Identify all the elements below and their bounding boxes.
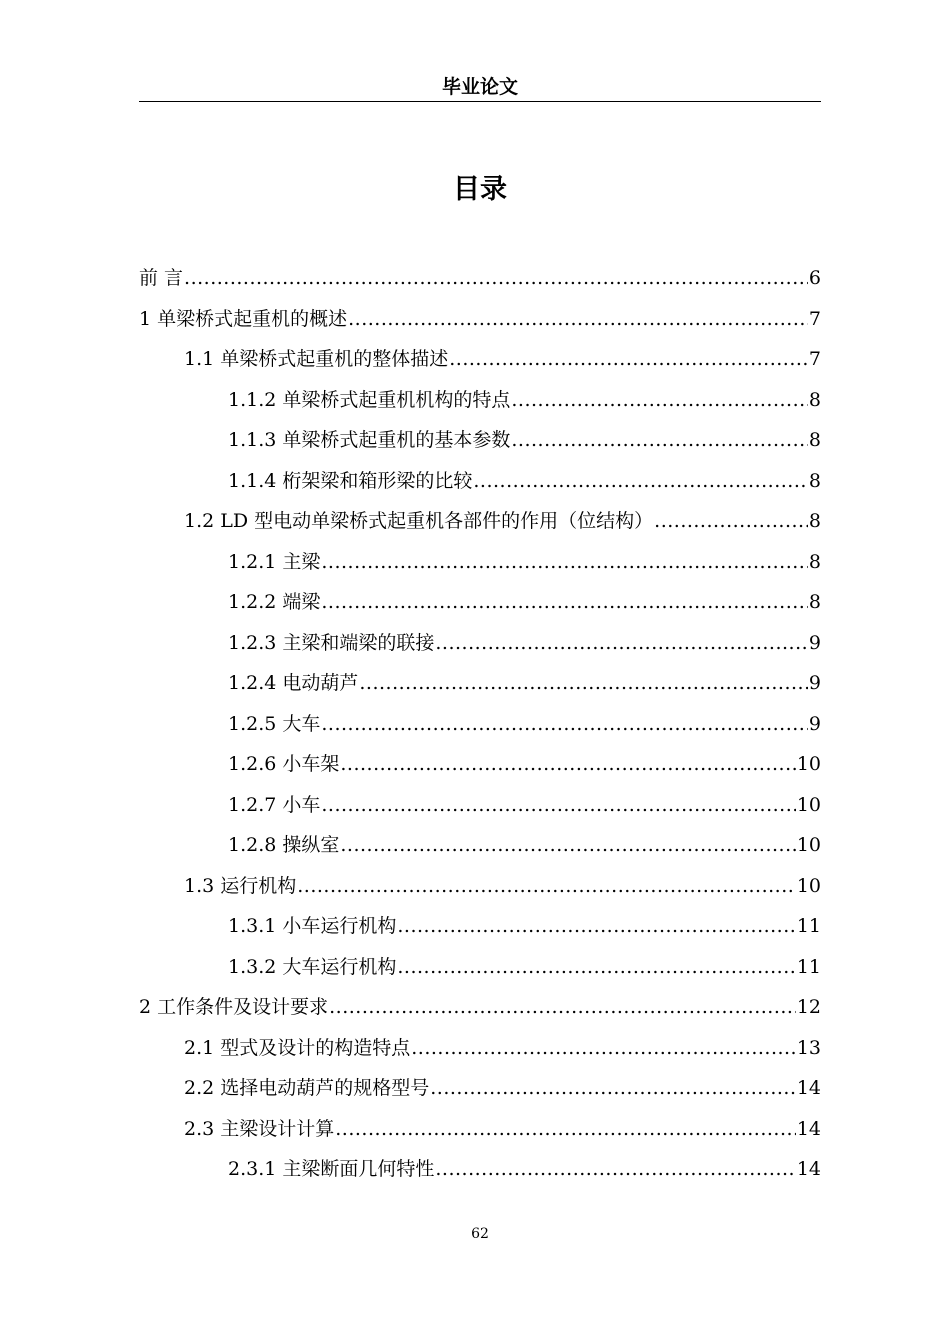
toc-entry-page: 12	[796, 996, 821, 1018]
toc-entry[interactable]	[139, 663, 821, 704]
toc-entry-page: 7	[808, 307, 821, 330]
toc-dot-leader	[340, 744, 795, 785]
toc-entry-page: 9	[808, 631, 821, 654]
table-of-contents	[139, 258, 821, 1190]
toc-entry-page: 9	[808, 672, 821, 694]
toc-entry[interactable]	[139, 1068, 821, 1109]
toc-dot-leader	[449, 339, 808, 380]
toc-entry-page: 9	[808, 712, 821, 735]
toc-entry-label: 2.3.1 主梁断面几何特性	[228, 1158, 435, 1180]
toc-entry-page: 8	[808, 510, 821, 532]
toc-entry[interactable]	[139, 582, 821, 623]
toc-dot-leader	[340, 825, 795, 866]
toc-entry-page: 10	[796, 834, 821, 856]
toc-entry[interactable]	[139, 461, 821, 502]
toc-dot-leader	[430, 1068, 796, 1109]
toc-dot-leader	[359, 663, 808, 704]
toc-dot-leader	[397, 906, 795, 947]
toc-dot-leader	[411, 1028, 796, 1069]
toc-entry-page: 13	[796, 1036, 821, 1059]
toc-dot-leader	[473, 461, 808, 502]
toc-entry[interactable]	[139, 1109, 821, 1150]
toc-entry[interactable]	[139, 866, 821, 907]
toc-entry-page: 14	[796, 1158, 821, 1180]
toc-entry[interactable]	[139, 704, 821, 745]
toc-dot-leader	[348, 299, 808, 340]
toc-entry[interactable]	[139, 906, 821, 947]
toc-dot-leader	[321, 582, 808, 623]
toc-entry-label: 1.2.1 主梁	[228, 550, 321, 573]
page-number: 62	[471, 1226, 489, 1242]
toc-entry-page: 8	[808, 388, 821, 411]
toc-entry-page: 10	[796, 874, 821, 897]
toc-dot-leader	[397, 947, 795, 988]
toc-entry[interactable]	[139, 947, 821, 988]
toc-entry-label: 1.2.3 主梁和端梁的联接	[228, 631, 435, 654]
toc-entry-label: 1.2.6 小车架	[228, 753, 340, 775]
toc-entry-label: 1.2.8 操纵室	[228, 834, 340, 856]
toc-dot-leader	[321, 785, 795, 826]
toc-entry-page: 14	[796, 1077, 821, 1099]
toc-entry-page: 11	[796, 955, 821, 978]
toc-dot-leader	[511, 380, 808, 421]
toc-entry-label: 1.1.3 单梁桥式起重机的基本参数	[228, 429, 511, 451]
toc-dot-leader	[335, 1109, 796, 1150]
toc-dot-leader	[511, 420, 808, 461]
toc-entry-label: 1.3.2 大车运行机构	[228, 955, 397, 978]
toc-entry[interactable]	[139, 785, 821, 826]
toc-entry-label: 2 工作条件及设计要求	[139, 996, 329, 1018]
toc-entry-label: 1.1.4 桁架梁和箱形梁的比较	[228, 469, 473, 492]
toc-entry-page: 8	[808, 591, 821, 613]
toc-entry-label: 1.2.2 端梁	[228, 591, 321, 613]
toc-entry-label: 1.1.2 单梁桥式起重机机构的特点	[228, 388, 511, 411]
toc-entry[interactable]	[139, 299, 821, 340]
page-title: 目录	[453, 174, 507, 205]
toc-dot-leader	[321, 704, 808, 745]
toc-entry-page: 10	[796, 753, 821, 775]
toc-entry-label: 1.3.1 小车运行机构	[228, 915, 397, 937]
toc-entry-label: 前 言	[139, 267, 184, 289]
toc-entry[interactable]	[139, 987, 821, 1028]
toc-dot-leader	[329, 987, 796, 1028]
toc-entry-page: 6	[808, 267, 821, 289]
toc-entry-label: 1.3 运行机构	[184, 874, 297, 897]
toc-entry[interactable]	[139, 501, 821, 542]
toc-entry[interactable]	[139, 339, 821, 380]
toc-entry-page: 8	[808, 469, 821, 492]
toc-dot-leader	[297, 866, 796, 907]
toc-entry-page: 8	[808, 429, 821, 451]
toc-entry[interactable]	[139, 744, 821, 785]
toc-entry[interactable]	[139, 1149, 821, 1190]
toc-dot-leader	[321, 542, 808, 583]
toc-entry-label: 1.2.7 小车	[228, 793, 321, 816]
toc-entry-page: 14	[796, 1117, 821, 1140]
toc-dot-leader	[654, 501, 808, 542]
toc-entry[interactable]	[139, 1028, 821, 1069]
toc-entry[interactable]	[139, 420, 821, 461]
toc-entry-label: 1.1 单梁桥式起重机的整体描述	[184, 348, 449, 370]
toc-entry-label: 1.2 LD 型电动单梁桥式起重机各部件的作用（位结构）	[184, 510, 654, 532]
toc-entry-page: 11	[796, 915, 821, 937]
toc-entry[interactable]	[139, 542, 821, 583]
toc-entry-page: 8	[808, 550, 821, 573]
toc-entry-page: 7	[808, 348, 821, 370]
toc-entry[interactable]	[139, 258, 821, 299]
toc-entry-label: 2.1 型式及设计的构造特点	[184, 1036, 411, 1059]
toc-dot-leader	[184, 258, 808, 299]
toc-entry[interactable]	[139, 380, 821, 421]
toc-entry-label: 2.3 主梁设计计算	[184, 1117, 335, 1140]
toc-entry-label: 1.2.5 大车	[228, 712, 321, 735]
toc-dot-leader	[435, 1149, 795, 1190]
toc-entry[interactable]	[139, 825, 821, 866]
toc-entry-label: 2.2 选择电动葫芦的规格型号	[184, 1077, 430, 1099]
header-rule	[139, 101, 821, 102]
toc-entry-page: 10	[796, 793, 821, 816]
toc-entry-label: 1.2.4 电动葫芦	[228, 672, 359, 694]
toc-entry-label: 1 单梁桥式起重机的概述	[139, 307, 348, 330]
running-header: 毕业论文	[441, 76, 518, 98]
toc-dot-leader	[435, 623, 808, 664]
toc-entry[interactable]	[139, 623, 821, 664]
